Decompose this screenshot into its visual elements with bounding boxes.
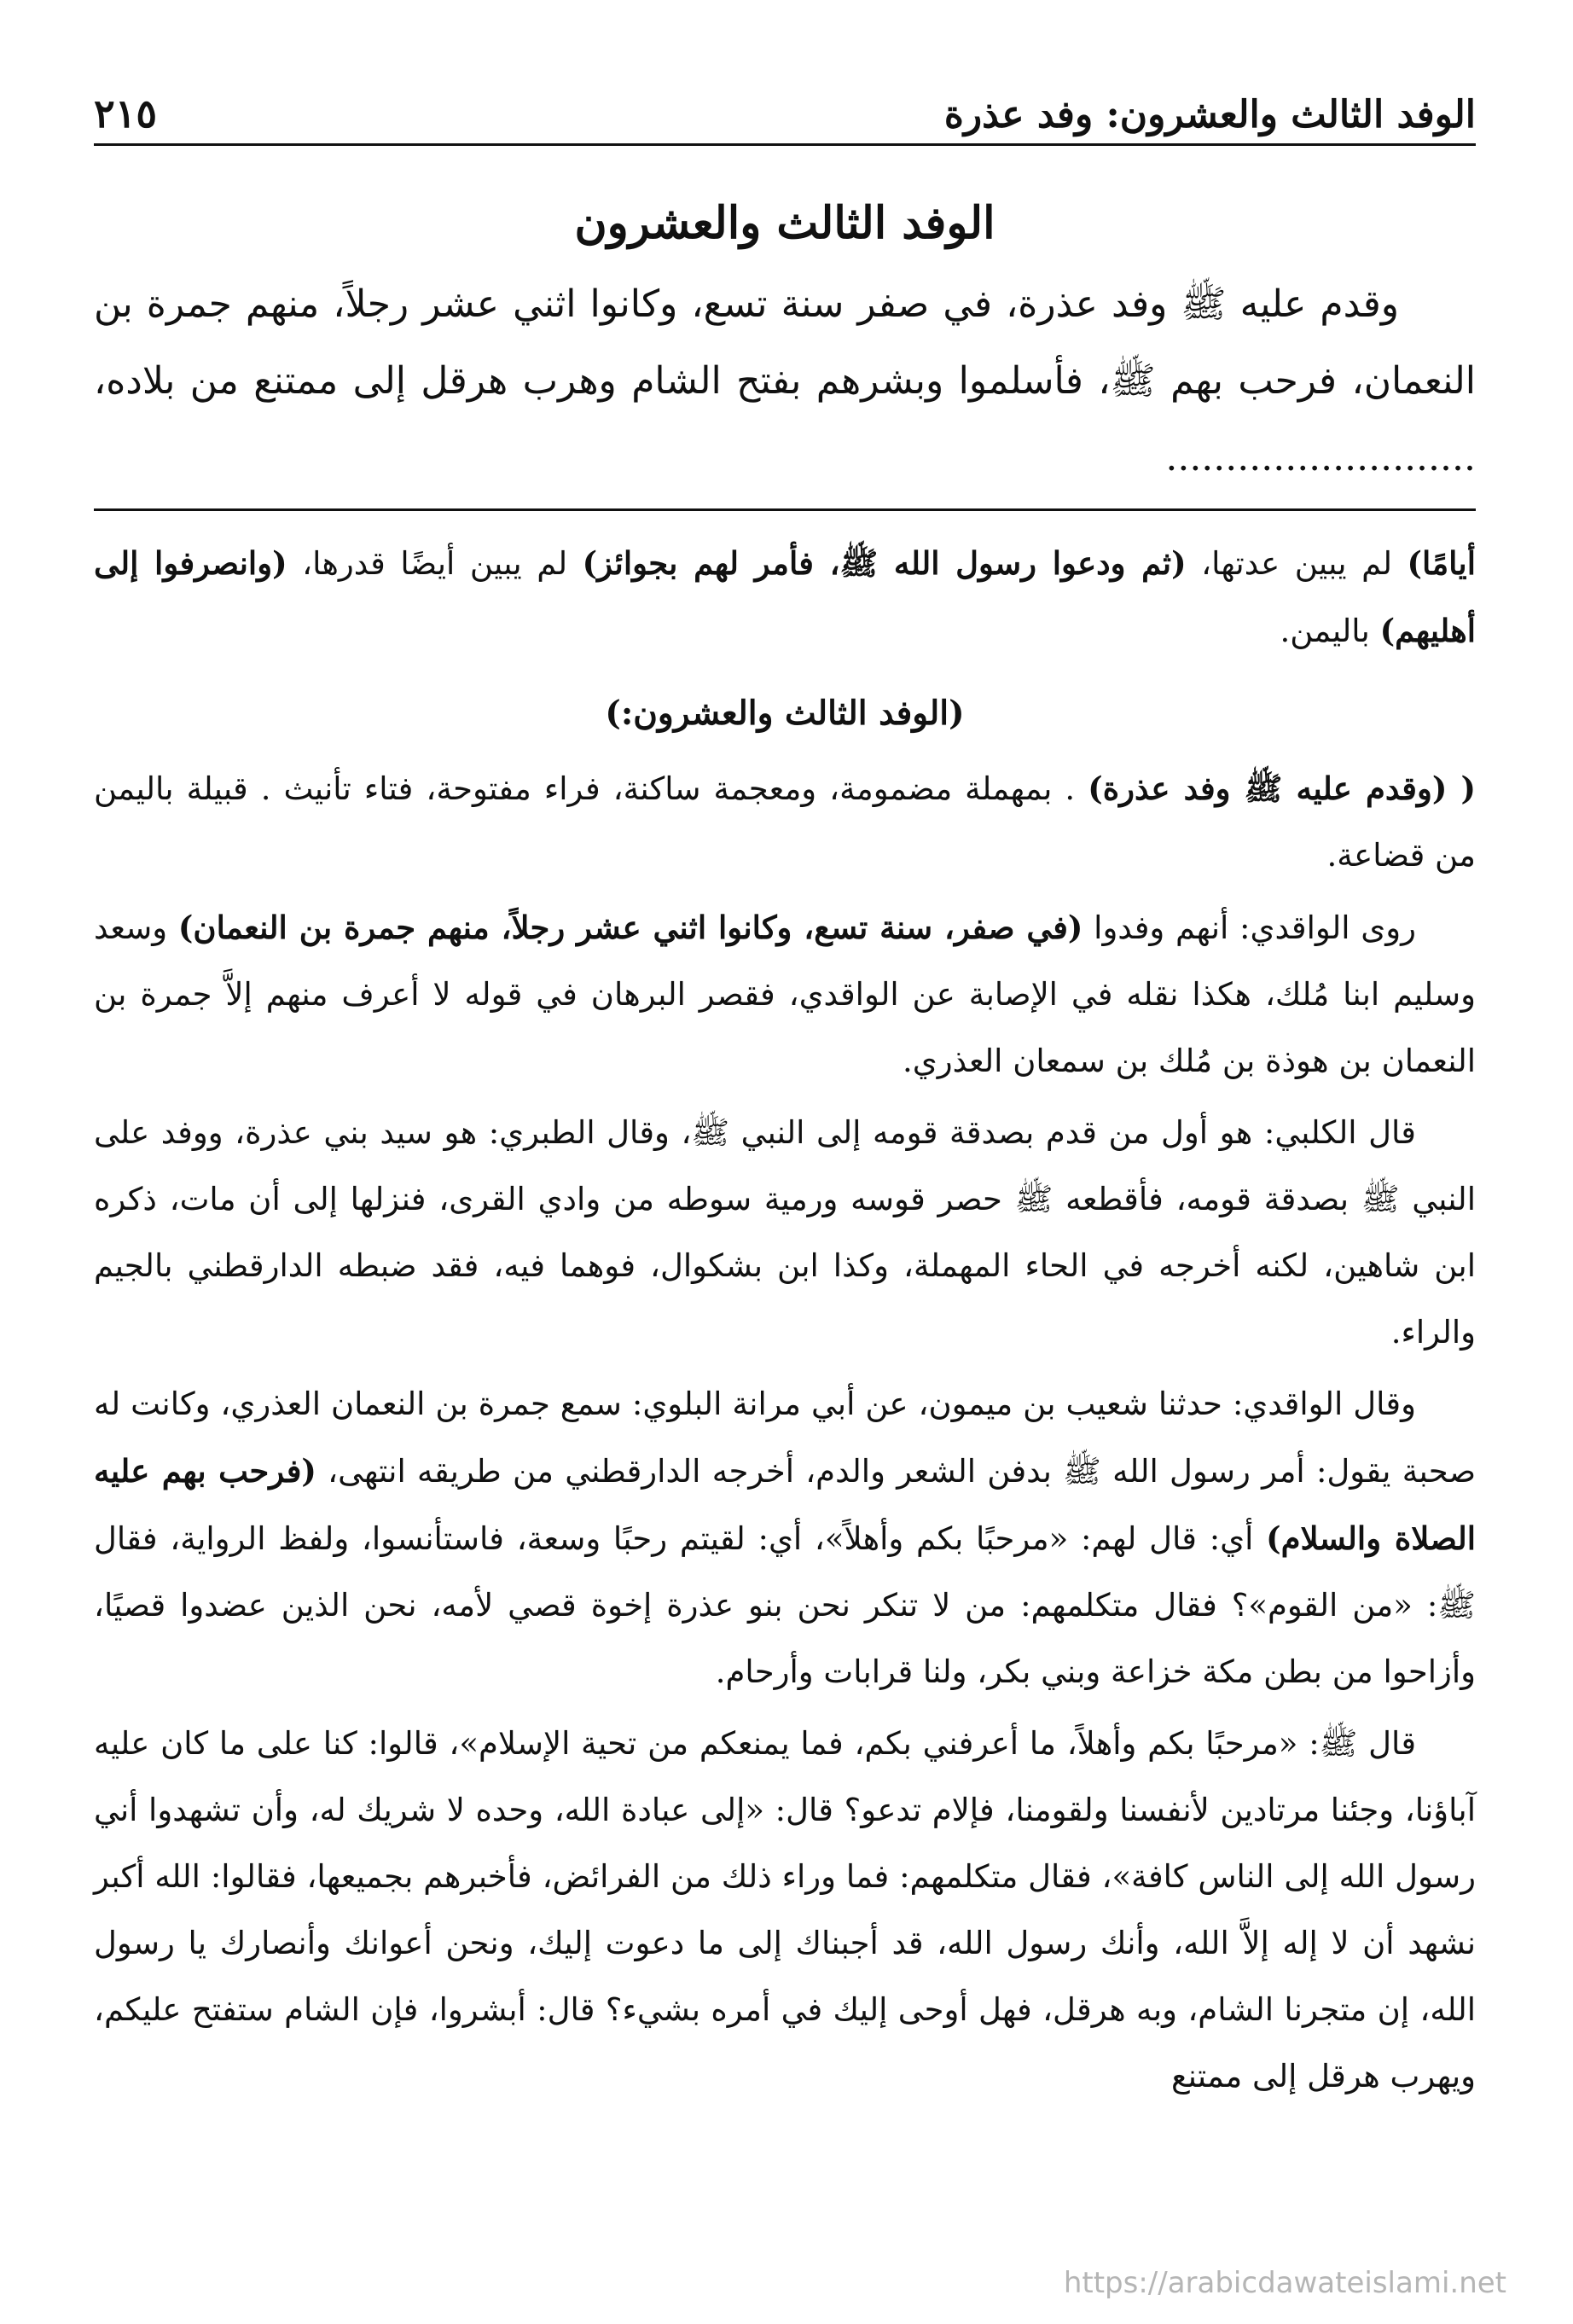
bold-quote: (ثم ودعوا رسول الله ﷺ، فأمر لهم بجوائز) xyxy=(582,544,1187,582)
bold-quote: (فرحب بهم عليه الصلاة والسلام) xyxy=(94,1452,1477,1557)
bold-quote: ( (وقدم عليه ﷺ وفد عذرة) xyxy=(1088,770,1477,807)
watermark-url: https://arabicdawateislami.net xyxy=(1063,2266,1506,2300)
bold-quote: (وانصرفوا إلى أهليهم) xyxy=(94,544,1476,649)
commentary-paragraph-3 xyxy=(94,894,1476,1095)
commentary-text: لم يبين عدتها، xyxy=(1186,545,1408,582)
commentary-text: وقال الواقدي: حدثنا شعيب بن ميمون، عن أبي مرانة البلوي: سمع جمرة بن النعمان العذري، وكانت له صحبة يقول: أمر رسول الله ﷺ بدفن الشعر والدم، أخرجه الدارقطني من طريقه انتهى، xyxy=(94,1386,1476,1490)
main-text-block xyxy=(94,266,1476,497)
commentary-paragraph-2 xyxy=(94,755,1476,889)
page-header xyxy=(94,77,1476,146)
commentary-block xyxy=(94,530,1476,2110)
commentary-text: وسعد وسليم ابنا مُلك، هكذا نقله في الإصابة عن الواقدي، فقصر البرهان في قوله لا أعرف منهم إلاَّ جمرة بن النعمان بن هوذة بن مُلك بن سمعان العذري. xyxy=(94,909,1476,1079)
commentary-sub-heading: (الوفد الثالث والعشرون:) xyxy=(605,694,965,733)
commentary-text: لم يبين أيضًا قدرها، xyxy=(287,545,583,582)
commentary-paragraph-5 xyxy=(94,1371,1476,1705)
footnote-divider xyxy=(94,508,1476,511)
commentary-text: روى الواقدي: أنهم وفدوا xyxy=(1083,909,1416,946)
main-text-paragraph: وقدم عليه ﷺ وفد عذرة، في صفر سنة تسع، وكانوا اثني عشر رجلاً، منهم جمرة بن النعمان، فرحب بهم ﷺ، فأسلموا وبشرهم بفتح الشام وهرب هرقل إلى ممتنع من بلاده، .......................... xyxy=(94,282,1476,479)
commentary-text: باليمن. xyxy=(1280,613,1380,649)
section-title: الوفد الثالث والعشرون xyxy=(574,197,995,249)
page-number: ٢١٥ xyxy=(94,90,158,137)
running-title: الوفد الثالث والعشرون: وفد عذرة xyxy=(943,93,1476,137)
bold-quote: (في صفر، سنة تسع، وكانوا اثني عشر رجلاً، منهم جمرة بن النعمان) xyxy=(177,909,1083,946)
commentary-paragraph-6: قال ﷺ: «مرحبًا بكم وأهلاً، ما أعرفني بكم، فما يمنعكم من تحية الإسلام»، قالوا: كنا على ما كان عليه آباؤنا، وجئنا مرتادين لأنفسنا ولقومنا، فإلام تدعو؟ قال: «إلى عبادة الله، وحده لا شريك له، وأن تشهدوا أني رسول الله إلى الناس كافة»، فقال متكلمهم: فما وراء ذلك من الفرائض، فأخبرهم بجميعها، فقالوا: الله أكبر نشهد أن لا إله إلاَّ الله، وأنك رسول الله، قد أجبناك إلى ما دعوت إليك، ونحن أعوانك وأنصارك يا رسول الله، إن متجرنا الشام، وبه هرقل، فهل أوحى إليك في أمره بشيء؟ قال: أبشروا، فإن الشام ستفتح عليكم، ويهرب هرقل إلى ممتنع xyxy=(94,1725,1476,2095)
commentary-text: أي: قال لهم: «مرحبًا بكم وأهلاً»، أي: لقيتم رحبًا وسعة، فاستأنسوا، ولفظ الرواية، فقال ﷺ: «من القوم»؟ فقال متكلمهم: من لا تنكر نحن بنو عذرة إخوة قصي لأمه، نحن الذين عضدوا قصيًا، وأزاحوا من بطن مكة خزاعة وبني بكر، ولنا قرابات وأرحام. xyxy=(94,1520,1476,1690)
commentary-paragraph-1 xyxy=(94,530,1476,665)
commentary-paragraph-4: قال الكلبي: هو أول من قدم بصدقة قومه إلى النبي ﷺ، وقال الطبري: هو سيد بني عذرة، ووفد على النبي ﷺ بصدقة قومه، فأقطعه ﷺ حصر قوسه ورمية سوطه من وادي القرى، فنزلها إلى أن مات، ذكره ابن شاهين، لكنه أخرجه في الحاء المهملة، وكذا ابن بشكوال، فوهما فيه، فقد ضبطه الدارقطني بالجيم والراء. xyxy=(94,1114,1476,1351)
book-page xyxy=(94,77,1476,2115)
commentary-text: . بمهملة مضمومة، ومعجمة ساكنة، فراء مفتوحة، فتاء تأنيث . قبيلة باليمن من قضاعة. xyxy=(94,770,1476,874)
bold-quote: أيامًا) xyxy=(1407,544,1476,582)
